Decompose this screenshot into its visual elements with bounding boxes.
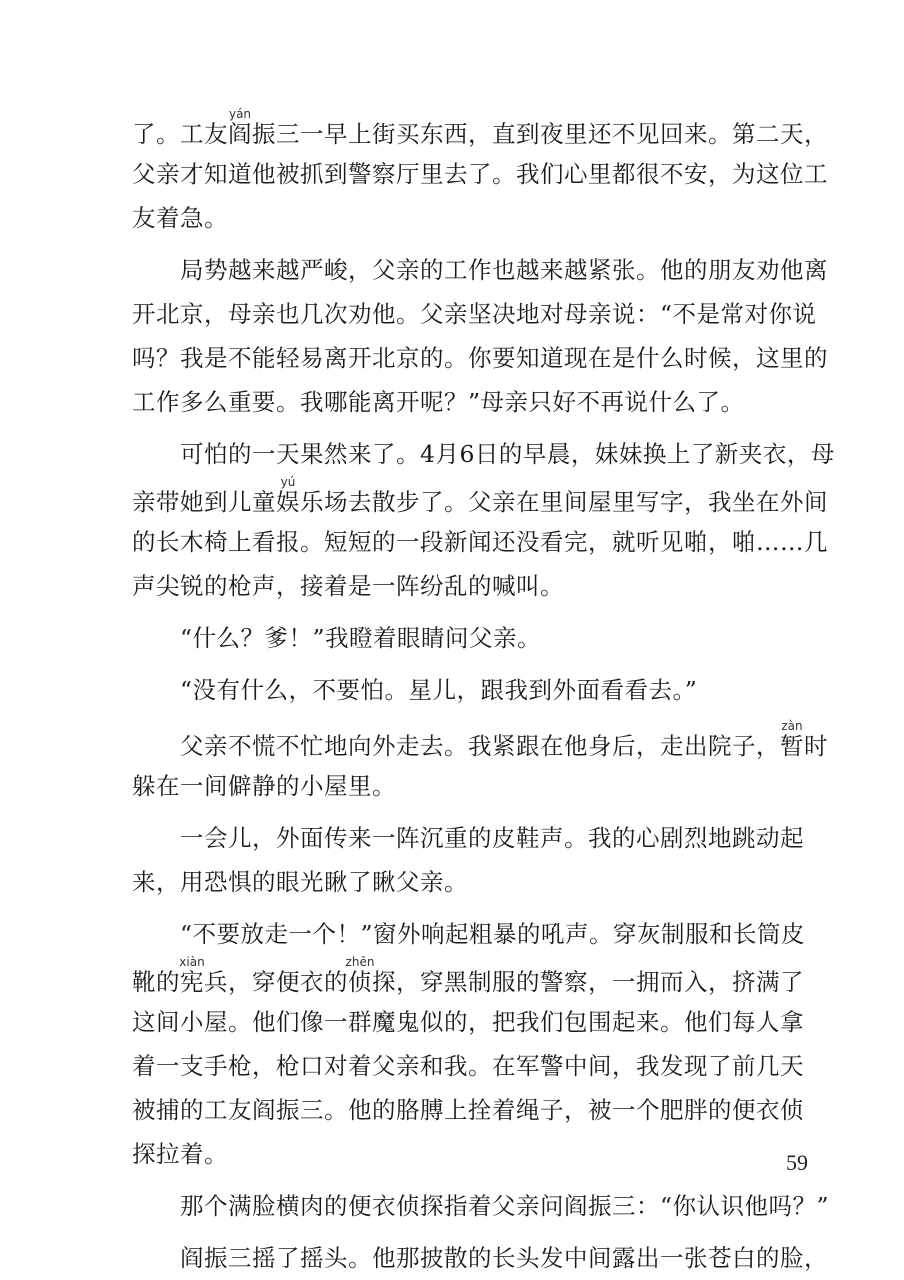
paragraph-gap <box>132 1228 812 1236</box>
text-line <box>132 860 812 904</box>
text-run: 探，穿黑制服的警察，一拥而入，挤满了 <box>372 968 804 996</box>
text-line <box>132 764 812 808</box>
text-run: 时 <box>804 732 828 760</box>
paragraph <box>132 668 812 712</box>
text-run: 那个满脸横肉的便衣侦探指着父亲问阎振三：“你认识他吗？” <box>180 1192 830 1220</box>
text-line <box>132 616 812 660</box>
text-line <box>132 1184 830 1228</box>
text-line <box>132 336 828 380</box>
paragraph <box>132 248 828 424</box>
annotated-character <box>228 107 252 148</box>
page-number: 59 <box>786 1150 808 1175</box>
text-line <box>132 668 812 712</box>
text-run: 开北京，母亲也几次劝他。父亲坚决地对母亲说：“不是常对你说 <box>132 300 817 328</box>
text-run: 工作多么重要。我哪能离开呢？”母亲只好不再说什么了。 <box>132 388 745 416</box>
text-line <box>132 956 812 1000</box>
body-text <box>132 107 835 1280</box>
text-run: 亲带她到儿童 <box>132 488 276 516</box>
text-run: 这间小屋。他们像一群魔鬼似的，把我们包围起来。他们每人拿 <box>132 1008 804 1036</box>
paragraph <box>132 432 835 608</box>
pinyin-annotation: xiàn <box>179 955 205 969</box>
ruby-base: 暂 <box>780 732 804 760</box>
text-line <box>132 719 828 764</box>
text-line <box>132 432 835 476</box>
text-run: 躲在一间僻静的小屋里。 <box>132 772 396 800</box>
text-line <box>132 1132 812 1176</box>
text-line <box>132 520 828 564</box>
text-run: 父亲不慌不忙地向外走去。我紧跟在他身后，走出院子， <box>180 732 780 760</box>
text-line <box>132 292 817 336</box>
paragraph <box>132 719 828 808</box>
text-line <box>132 152 828 196</box>
paragraph-gap <box>132 904 812 912</box>
paragraph <box>132 1236 828 1280</box>
text-run: 来，用恐惧的眼光瞅了瞅父亲。 <box>132 868 468 896</box>
text-line <box>132 1044 812 1088</box>
paragraph-gap <box>132 808 812 816</box>
pinyin-annotation: yán <box>228 107 252 121</box>
text-line <box>132 248 828 292</box>
paragraph <box>132 616 812 660</box>
ruby-base: 侦 <box>345 968 375 996</box>
text-run: 兵，穿便衣的 <box>204 968 348 996</box>
pinyin-annotation: zhēn <box>345 955 375 969</box>
paragraph <box>132 816 812 904</box>
text-run: 振三一早上街买东西，直到夜里还不见回来。第二天， <box>252 120 828 148</box>
text-run: “没有什么，不要怕。星儿，跟我到外面看看去。” <box>180 676 698 704</box>
pinyin-annotation: yú <box>276 475 300 489</box>
text-run: 阎振三摇了摇头。他那披散的长头发中间露出一张苍白的脸， <box>180 1244 828 1272</box>
text-run: 可怕的一天果然来了。4月6日的早晨，妹妹换上了新夹衣，母 <box>180 440 835 468</box>
text-run: “不要放走一个！”窗外响起粗暴的吼声。穿灰制服和长筒皮 <box>180 920 806 948</box>
paragraph-gap <box>132 712 812 720</box>
text-run: 声尖锐的枪声，接着是一阵纷乱的喊叫。 <box>132 572 564 600</box>
pinyin-annotation: zàn <box>780 719 804 733</box>
text-line <box>132 1088 812 1132</box>
paragraph <box>132 107 828 240</box>
paragraph <box>132 1184 830 1228</box>
text-run: 着一支手枪，枪口对着父亲和我。在军警中间，我发现了前几天 <box>132 1052 804 1080</box>
paragraph-gap <box>132 660 812 668</box>
text-line <box>132 107 828 152</box>
text-line <box>132 816 812 860</box>
text-run: 探拉着。 <box>132 1140 228 1168</box>
paragraph-gap <box>132 240 812 248</box>
text-run: 友着急。 <box>132 204 228 232</box>
text-run: 吗？我是不能轻易离开北京的。你要知道现在是什么时候，这里的 <box>132 344 828 372</box>
text-line <box>132 380 812 424</box>
text-line <box>132 1236 828 1280</box>
annotated-character <box>780 719 804 760</box>
annotated-character <box>276 475 300 516</box>
ruby-base: 娱 <box>276 488 300 516</box>
text-line <box>132 912 812 956</box>
text-run: 了。工友 <box>132 120 228 148</box>
text-line <box>132 475 828 520</box>
text-run: 父亲才知道他被抓到警察厅里去了。我们心里都很不安，为这位工 <box>132 160 828 188</box>
ruby-base: 宪 <box>179 968 205 996</box>
text-run: 被捕的工友阎振三。他的胳膊上拴着绳子，被一个肥胖的便衣侦 <box>132 1096 804 1124</box>
text-run: 靴的 <box>132 968 180 996</box>
paragraph-gap <box>132 424 812 432</box>
text-run: 的长木椅上看报。短短的一段新闻还没看完，就听见啪，啪……几 <box>132 528 828 556</box>
text-run: “什么？爹！”我瞪着眼睛问父亲。 <box>180 624 542 652</box>
text-line <box>132 1000 812 1044</box>
annotated-character <box>179 955 205 996</box>
text-run: 乐场去散步了。父亲在里间屋里写字，我坐在外间 <box>300 488 828 516</box>
text-line <box>132 196 812 240</box>
text-run: 局势越来越严峻，父亲的工作也越来越紧张。他的朋友劝他离 <box>180 256 828 284</box>
text-run: 一会儿，外面传来一阵沉重的皮鞋声。我的心剧烈地跳动起 <box>180 824 804 852</box>
paragraph <box>132 912 812 1176</box>
paragraph-gap <box>132 608 812 616</box>
annotated-character <box>345 955 375 996</box>
text-line <box>132 564 812 608</box>
paragraph-gap <box>132 1176 812 1184</box>
ruby-base: 阎 <box>228 120 252 148</box>
